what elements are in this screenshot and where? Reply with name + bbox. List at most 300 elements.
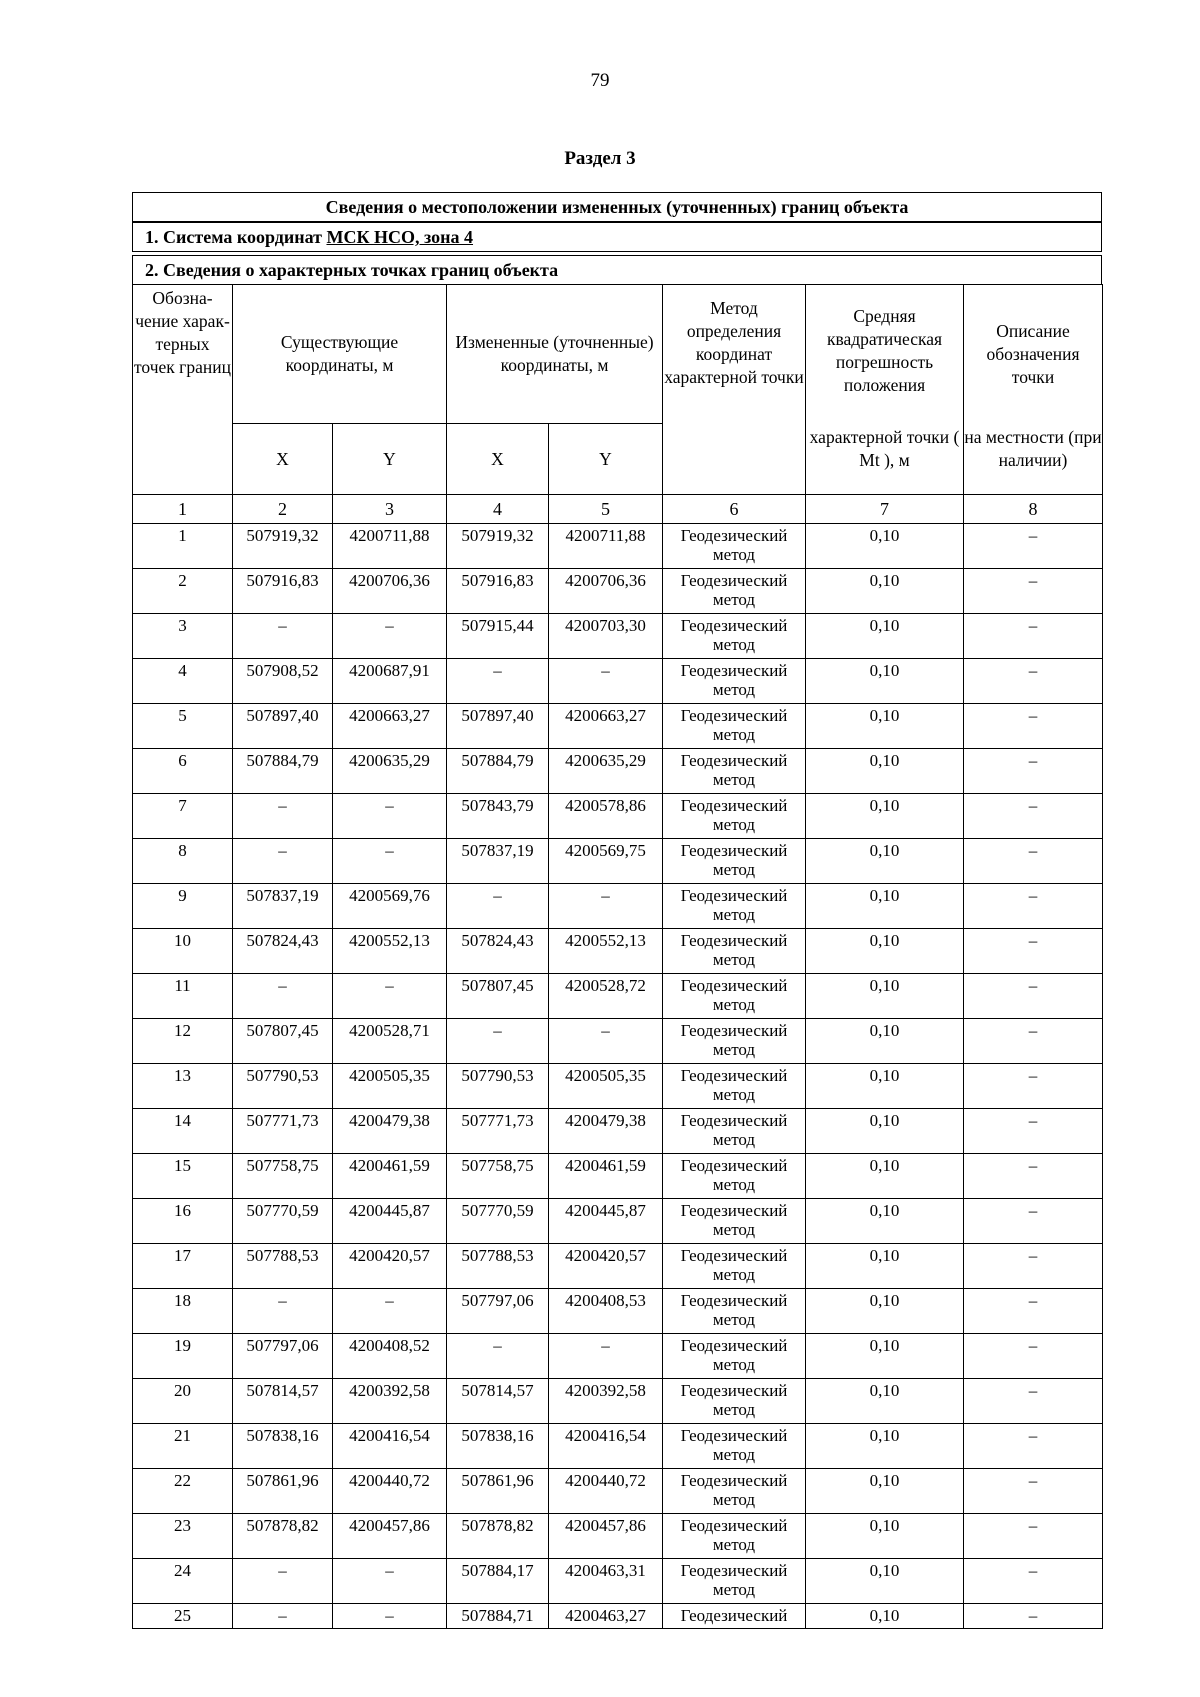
method-line-2: метод [712,1400,756,1419]
column-number: 1 [133,495,233,524]
changed-x: 507797,06 [447,1289,549,1334]
point-description: – [964,884,1103,929]
point-number: 11 [133,974,233,1019]
point-description: – [964,614,1103,659]
method-line-2: метод [712,905,756,924]
changed-x: 507788,53 [447,1244,549,1289]
existing-x: 507908,52 [233,659,333,704]
coordinate-system-label: 1. Система координат [145,227,327,247]
existing-y: 4200408,52 [333,1334,447,1379]
method-line-2: метод [712,590,756,609]
existing-y: – [333,1289,447,1334]
changed-x: – [447,1019,549,1064]
method [663,1154,806,1199]
method-line-1: Геодезический [680,571,788,590]
point-description: – [964,1559,1103,1604]
method-line-1: Геодезический [680,616,788,635]
method [663,659,806,704]
method [663,1334,806,1379]
point-number: 7 [133,794,233,839]
mean-square-error: 0,10 [806,1244,964,1289]
point-description: – [964,1109,1103,1154]
table-body [133,524,1103,1629]
existing-x: – [233,1559,333,1604]
method-line-2: метод [712,950,756,969]
existing-y: – [333,974,447,1019]
changed-x: 507897,40 [447,704,549,749]
changed-y: 4200408,53 [549,1289,663,1334]
method-line-2: метод [712,860,756,879]
existing-x: 507884,79 [233,749,333,794]
boundary-points-table [132,284,1103,1629]
existing-x: 507790,53 [233,1064,333,1109]
method [663,1559,806,1604]
existing-y: 4200457,86 [333,1514,447,1559]
existing-y: 4200552,13 [333,929,447,974]
method-line-1: Геодезический [680,1201,788,1220]
point-description: – [964,1154,1103,1199]
mean-square-error: 0,10 [806,524,964,569]
coordinate-system-value: МСК НСО, зона 4 [326,227,474,247]
changed-y: 4200416,54 [549,1424,663,1469]
changed-y: 4200711,88 [549,524,663,569]
existing-y: 4200706,36 [333,569,447,614]
point-number: 25 [133,1604,233,1629]
column-numbers-row [133,495,1103,524]
method-line-2: метод [712,815,756,834]
table-row [133,749,1103,794]
point-number: 4 [133,659,233,704]
method [663,794,806,839]
method-line-1: Геодезический [680,1426,788,1445]
changed-y: – [549,884,663,929]
mean-square-error: 0,10 [806,1559,964,1604]
header-error-sub: характерной точки ( Mt ), м [806,424,964,495]
existing-y: 4200635,29 [333,749,447,794]
method-line-1: Геодезический [680,796,788,815]
point-description: – [964,929,1103,974]
existing-y: 4200569,76 [333,884,447,929]
column-number: 5 [549,495,663,524]
method-line-1: Геодезический [680,706,788,725]
method-line-2: метод [712,680,756,699]
point-description: – [964,1334,1103,1379]
changed-x: 507919,32 [447,524,549,569]
table-row [133,1379,1103,1424]
existing-x: 507837,19 [233,884,333,929]
existing-x: 507771,73 [233,1109,333,1154]
header-error: Средняя квадратическая погрешность положения [806,285,964,424]
changed-y: 4200703,30 [549,614,663,659]
method-line-1: Геодезический [680,751,788,770]
method [663,929,806,974]
existing-y: 4200711,88 [333,524,447,569]
table-row [133,569,1103,614]
existing-y: – [333,794,447,839]
header-changed-coordinates: Измененные (уточненные) координаты, м [447,285,663,424]
point-description: – [964,1199,1103,1244]
point-description: – [964,704,1103,749]
mean-square-error: 0,10 [806,1064,964,1109]
section-title: Раздел 3 [564,148,636,169]
existing-x: – [233,1604,333,1629]
table-row [133,1199,1103,1244]
method [663,1019,806,1064]
mean-square-error: 0,10 [806,1334,964,1379]
point-description: – [964,794,1103,839]
point-description: – [964,1424,1103,1469]
table-row [133,839,1103,884]
changed-y: 4200440,72 [549,1469,663,1514]
point-description: – [964,1289,1103,1334]
existing-x: 507770,59 [233,1199,333,1244]
coordinate-system-row [132,222,1102,252]
column-number: 2 [233,495,333,524]
existing-y: 4200445,87 [333,1199,447,1244]
method [663,1379,806,1424]
method [663,1514,806,1559]
method-line-1: Геодезический [680,1021,788,1040]
changed-x: 507824,43 [447,929,549,974]
changed-x: 507884,17 [447,1559,549,1604]
method-line-1: Геодезический [680,526,788,545]
point-description: – [964,1604,1103,1629]
mean-square-error: 0,10 [806,974,964,1019]
changed-x: 507878,82 [447,1514,549,1559]
method [663,1424,806,1469]
method [663,1604,806,1629]
existing-x: 507838,16 [233,1424,333,1469]
method-line-1: Геодезический [680,841,788,860]
changed-y: 4200392,58 [549,1379,663,1424]
method-line-2: метод [712,1085,756,1104]
method [663,1289,806,1334]
existing-y: 4200479,38 [333,1109,447,1154]
method-line-2: метод [712,1265,756,1284]
existing-x: – [233,1289,333,1334]
header-description: Описание обозначения точки [964,285,1103,424]
existing-y: – [333,839,447,884]
mean-square-error: 0,10 [806,749,964,794]
method [663,614,806,659]
point-description: – [964,1379,1103,1424]
point-number: 20 [133,1379,233,1424]
existing-x: – [233,839,333,884]
table-row [133,1019,1103,1064]
table-row [133,659,1103,704]
changed-y: 4200420,57 [549,1244,663,1289]
mean-square-error: 0,10 [806,569,964,614]
point-description: – [964,1064,1103,1109]
header-description-sub: на местности (при наличии) [964,424,1103,495]
changed-x: 507837,19 [447,839,549,884]
changed-y: – [549,659,663,704]
changed-y: 4200528,72 [549,974,663,1019]
mean-square-error: 0,10 [806,1514,964,1559]
table-row [133,974,1103,1019]
header-existing-coordinates: Существующие координаты, м [233,285,447,424]
table-row [133,1154,1103,1199]
table-row [133,794,1103,839]
method [663,1109,806,1154]
method [663,974,806,1019]
table-row [133,884,1103,929]
method-line-2: метод [712,1445,756,1464]
point-number: 24 [133,1559,233,1604]
mean-square-error: 0,10 [806,1424,964,1469]
changed-y: 4200569,75 [549,839,663,884]
changed-y: 4200463,31 [549,1559,663,1604]
table-row [133,929,1103,974]
method-line-2: метод [712,1220,756,1239]
point-description: – [964,749,1103,794]
header-existing-x: X [233,424,333,495]
changed-x: 507814,57 [447,1379,549,1424]
changed-x: 507861,96 [447,1469,549,1514]
mean-square-error: 0,10 [806,1154,964,1199]
mean-square-error: 0,10 [806,1019,964,1064]
table-row [133,1109,1103,1154]
existing-x: 507824,43 [233,929,333,974]
point-number: 8 [133,839,233,884]
changed-x: 507770,59 [447,1199,549,1244]
point-description: – [964,974,1103,1019]
point-number: 19 [133,1334,233,1379]
column-number: 4 [447,495,549,524]
point-number: 23 [133,1514,233,1559]
table-title: Сведения о местоположении измененных (уточненных) границ объекта [132,192,1102,222]
existing-x: 507919,32 [233,524,333,569]
changed-x: 507884,71 [447,1604,549,1629]
method [663,1064,806,1109]
point-number: 17 [133,1244,233,1289]
method-line-2: метод [712,770,756,789]
method [663,1469,806,1514]
table-row [133,1469,1103,1514]
method-line-1: Геодезический [680,1111,788,1130]
method-line-2: метод [712,1490,756,1509]
method-line-1: Геодезический [680,1516,788,1535]
column-number: 7 [806,495,964,524]
existing-x: 507897,40 [233,704,333,749]
point-number: 5 [133,704,233,749]
method-line-1: Геодезический [680,1381,788,1400]
existing-x: 507797,06 [233,1334,333,1379]
point-number: 2 [133,569,233,614]
point-number: 1 [133,524,233,569]
column-number: 6 [663,495,806,524]
existing-x: 507807,45 [233,1019,333,1064]
method-line-1: Геодезический [680,1066,788,1085]
point-description: – [964,839,1103,884]
mean-square-error: 0,10 [806,614,964,659]
header-row-top [133,285,1103,424]
mean-square-error: 0,10 [806,659,964,704]
table-row [133,704,1103,749]
method-line-1: Геодезический [680,1336,788,1355]
changed-y: 4200457,86 [549,1514,663,1559]
table-row [133,1559,1103,1604]
existing-y: 4200461,59 [333,1154,447,1199]
changed-y: 4200635,29 [549,749,663,794]
method-line-2: метод [712,725,756,744]
existing-x: 507861,96 [233,1469,333,1514]
changed-x: 507771,73 [447,1109,549,1154]
points-section-title: 2. Сведения о характерных точках границ объекта [132,255,1102,285]
table-row [133,1514,1103,1559]
method [663,884,806,929]
mean-square-error: 0,10 [806,704,964,749]
column-number: 8 [964,495,1103,524]
point-description: – [964,1244,1103,1289]
method [663,749,806,794]
changed-y: 4200578,86 [549,794,663,839]
changed-x: 507884,79 [447,749,549,794]
method-line-1: Геодезический [680,1156,788,1175]
changed-x: – [447,659,549,704]
existing-y: 4200687,91 [333,659,447,704]
existing-x: – [233,614,333,659]
table-row [133,1064,1103,1109]
table-row [133,1424,1103,1469]
point-description: – [964,569,1103,614]
mean-square-error: 0,10 [806,1289,964,1334]
existing-y: 4200505,35 [333,1064,447,1109]
point-number: 6 [133,749,233,794]
method [663,704,806,749]
changed-x: 507758,75 [447,1154,549,1199]
method-line-1: Геодезический [680,976,788,995]
method-line-1: Геодезический [680,1561,788,1580]
existing-y: – [333,614,447,659]
method [663,1244,806,1289]
existing-y: – [333,1604,447,1629]
mean-square-error: 0,10 [806,1199,964,1244]
changed-y: – [549,1019,663,1064]
existing-y: 4200440,72 [333,1469,447,1514]
existing-y: 4200663,27 [333,704,447,749]
point-description: – [964,1514,1103,1559]
point-description: – [964,1019,1103,1064]
point-number: 18 [133,1289,233,1334]
method [663,1199,806,1244]
header-changed-y: Y [549,424,663,495]
changed-x: – [447,1334,549,1379]
point-description: – [964,659,1103,704]
method-line-1: Геодезический [680,1471,788,1490]
changed-y: 4200479,38 [549,1109,663,1154]
point-number: 21 [133,1424,233,1469]
existing-x: 507788,53 [233,1244,333,1289]
method-line-2: метод [712,1310,756,1329]
point-number: 3 [133,614,233,659]
changed-x: – [447,884,549,929]
mean-square-error: 0,10 [806,839,964,884]
changed-y: – [549,1334,663,1379]
changed-y: 4200505,35 [549,1064,663,1109]
existing-x: 507878,82 [233,1514,333,1559]
method [663,524,806,569]
mean-square-error: 0,10 [806,929,964,974]
mean-square-error: 0,10 [806,1379,964,1424]
mean-square-error: 0,10 [806,884,964,929]
table-row [133,524,1103,569]
method-line-2: метод [712,1130,756,1149]
method [663,569,806,614]
method-line-2: метод [712,1175,756,1194]
page-number: 79 [590,70,610,91]
changed-y: 4200552,13 [549,929,663,974]
existing-y: 4200528,71 [333,1019,447,1064]
header-row-bottom [133,424,1103,495]
changed-y: 4200461,59 [549,1154,663,1199]
existing-x: 507814,57 [233,1379,333,1424]
table-row [133,1604,1103,1629]
changed-x: 507807,45 [447,974,549,1019]
existing-x: – [233,974,333,1019]
table-row [133,1244,1103,1289]
table-row [133,1334,1103,1379]
existing-x: 507916,83 [233,569,333,614]
changed-y: 4200445,87 [549,1199,663,1244]
changed-x: 507838,16 [447,1424,549,1469]
point-number: 22 [133,1469,233,1514]
existing-y: 4200416,54 [333,1424,447,1469]
point-description: – [964,524,1103,569]
existing-x: – [233,794,333,839]
point-number: 13 [133,1064,233,1109]
method-line-2: метод [712,1535,756,1554]
method-line-1: Геодезический [680,886,788,905]
point-number: 10 [133,929,233,974]
header-existing-y: Y [333,424,447,495]
point-number: 14 [133,1109,233,1154]
changed-y: 4200463,27 [549,1604,663,1629]
method-line-1: Геодезический [680,1606,788,1625]
header-designation: Обозна- чение харак- терных точек границ [133,285,233,495]
mean-square-error: 0,10 [806,1469,964,1514]
method-line-2: метод [712,635,756,654]
existing-y: – [333,1559,447,1604]
point-number: 12 [133,1019,233,1064]
point-number: 9 [133,884,233,929]
mean-square-error: 0,10 [806,794,964,839]
method-line-2: метод [712,1580,756,1599]
method [663,839,806,884]
mean-square-error: 0,10 [806,1109,964,1154]
changed-x: 507843,79 [447,794,549,839]
existing-y: 4200392,58 [333,1379,447,1424]
changed-y: 4200663,27 [549,704,663,749]
existing-y: 4200420,57 [333,1244,447,1289]
changed-x: 507915,44 [447,614,549,659]
table-row [133,1289,1103,1334]
point-description: – [964,1469,1103,1514]
method-line-2: метод [712,545,756,564]
point-number: 16 [133,1199,233,1244]
column-number: 3 [333,495,447,524]
existing-x: 507758,75 [233,1154,333,1199]
method-line-1: Геодезический [680,931,788,950]
method-line-2: метод [712,1355,756,1374]
point-number: 15 [133,1154,233,1199]
changed-x: 507790,53 [447,1064,549,1109]
method-line-1: Геодезический [680,661,788,680]
method-line-1: Геодезический [680,1291,788,1310]
changed-y: 4200706,36 [549,569,663,614]
header-changed-x: X [447,424,549,495]
mean-square-error: 0,10 [806,1604,964,1629]
